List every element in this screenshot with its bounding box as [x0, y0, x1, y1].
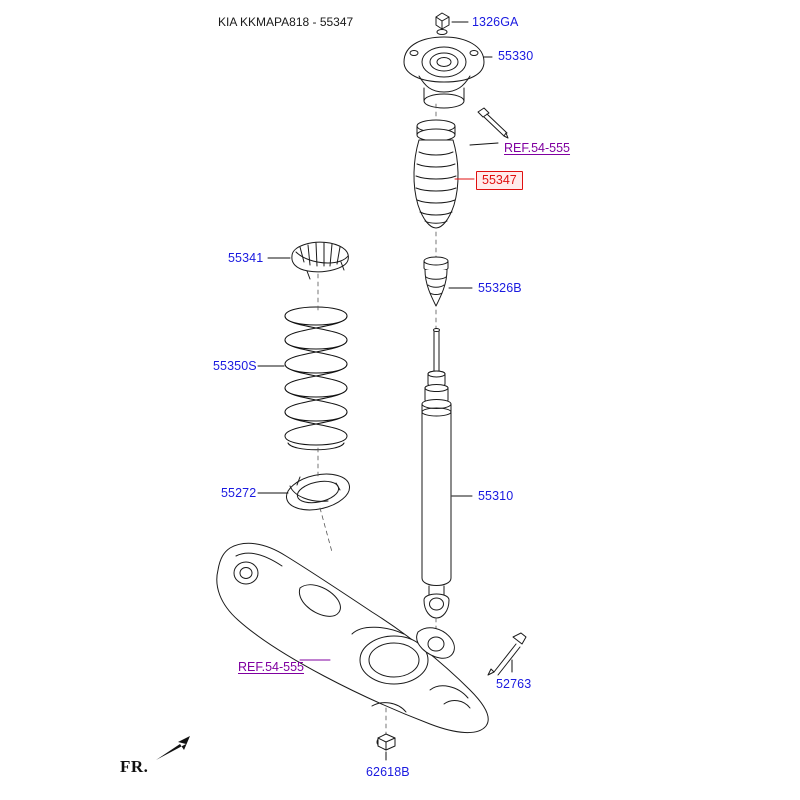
fr-arrow	[156, 736, 190, 760]
part-art-55350s	[285, 307, 347, 450]
part-label-1326ga[interactable]: 1326GA	[472, 15, 519, 29]
part-label-52763[interactable]: 52763	[496, 677, 532, 691]
front-orientation-label: FR.	[120, 757, 149, 776]
part-art-ref-bolt	[478, 108, 508, 138]
part-label-55347-highlighted[interactable]: 55347	[476, 171, 523, 190]
part-label-62618b[interactable]: 62618B	[366, 765, 410, 779]
part-art-55310	[422, 329, 451, 619]
part-label-ref-54-555-lower[interactable]: REF.54-555	[238, 660, 305, 674]
part-art-62618b	[378, 734, 395, 750]
part-art-control-arm	[217, 543, 488, 748]
diagram-title: KIA KKMAPA818 - 55347	[218, 15, 354, 29]
part-label-ref-54-555-upper[interactable]: REF.54-555	[504, 141, 571, 155]
part-label-55326b[interactable]: 55326B	[478, 281, 522, 295]
part-label-55341[interactable]: 55341	[228, 251, 264, 265]
part-art-52763	[488, 633, 526, 675]
part-art-55330	[404, 37, 484, 108]
part-label-55350s[interactable]: 55350S	[213, 359, 257, 373]
part-label-55310[interactable]: 55310	[478, 489, 514, 503]
part-art-55347	[414, 120, 458, 228]
part-art-55341	[292, 242, 348, 279]
part-art-55326b	[424, 257, 448, 306]
part-label-55272[interactable]: 55272	[221, 486, 257, 500]
part-label-55330[interactable]: 55330	[498, 49, 534, 63]
part-art-1326ga	[436, 13, 449, 35]
